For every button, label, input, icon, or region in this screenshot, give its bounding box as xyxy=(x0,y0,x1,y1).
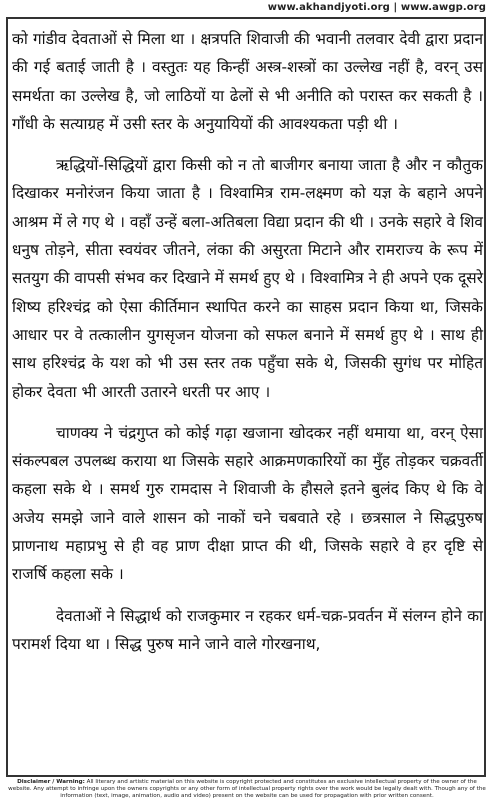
disclaimer-text: All literary and artistic material on this website is copyright protected and constitutes an exclusive intellectual property of the owner of the website. Any attempt to infringe upon the owners copyrights or any other form of intellectual property rights over the work would be legally dealt with. Though any of the information (text, image, animation, audio and video) present on the website can be used for propagation with prior written consent. xyxy=(8,779,486,799)
article-body xyxy=(12,25,483,671)
paragraph-3: चाणक्य ने चंद्रगुप्त को कोई गढ़ा खजाना खोदकर नहीं थमाया था, वरन् ऐसा संकल्पबल उपलब्ध कराया था जिसके सहारे आक्रमणकारियों का मुँह तोड़कर चक्रवर्ती कहला सके थे । समर्थ गुरु रामदास ने शिवाजी के हौसले इतने बुलंद किए थे कि वे अजेय समझे जाने वाले शासन को नाकों चने चबवाते रहे । छत्रसाल ने सिद्धपुरुष प्राणनाथ महाप्रभु से ही वह प्राण दीक्षा प्राप्त की थी, जिसके सहारे वे हर दृष्टि से राजर्षि कहला सके । xyxy=(12,423,483,584)
site-links xyxy=(268,2,486,13)
disclaimer-footer xyxy=(6,779,488,800)
disclaimer-label: Disclaimer / Warning: xyxy=(17,779,85,785)
site-link-awgp[interactable]: www.awgp.org xyxy=(400,2,486,13)
header-bar xyxy=(0,0,494,17)
site-link-separator: | xyxy=(393,2,398,13)
site-link-akhandjyoti[interactable]: www.akhandjyoti.org xyxy=(267,2,390,13)
paragraph-4: देवताओं ने सिद्धार्थ को राजकुमार न रहकर धर्म-चक्र-प्रवर्तन में संलग्न होने का परामर्श दिया था । सिद्ध पुरुष माने जाने वाले गोरखनाथ, xyxy=(12,606,483,653)
paragraph-1: को गांडीव देवताओं से मिला था । क्षत्रपति शिवाजी की भवानी तलवार देवी द्वारा प्रदान की गई बताई जाती है । वस्तुतः यह किन्हीं अस्त्र-शस्त्रों का उल्लेख नहीं है, वरन् उस समर्थता का उल्लेख है, जो लाठियों या ढेलों से भी अनीति को परास्त कर सकती है । गाँधी के सत्याग्रह में उसी स्तर के अनुयायियों की आवश्यकता पड़ी थी । xyxy=(12,30,483,133)
paragraph-2: ऋद्धियों-सिद्धियों द्वारा किसी को न तो बाजीगर बनाया जाता है और न कौतुक दिखाकर मनोरंजन किया जाता है । विश्वामित्र राम-लक्ष्मण को यज्ञ के बहाने अपने आश्रम में ले गए थे । वहाँ उन्हें बला-अतिबला विद्या प्रदान की थी । उनके सहारे वे शिव धनुष तोड़ने, सीता स्वयंवर जीतने, लंका की असुरता मिटाने और रामराज्य के रूप में सतयुग की वापसी संभव कर दिखाने में समर्थ हुए थे । विश्वामित्र ने ही अपने एक दूसरे शिष्य हरिश्चंद्र को ऐसा कीर्तिमान स्थापित करने का साहस प्रदान किया था, जिसके आधार पर वे तत्कालीन युगसृजन योजना को सफल बनाने में समर्थ हुए थे । साथ ही साथ हरिश्चंद्र के यश को भी उस स्तर तक पहुँचा सके थे, जिसकी सुगंध पर मोहित होकर देवता भी आरती उतारने धरती पर आए । xyxy=(12,156,483,401)
